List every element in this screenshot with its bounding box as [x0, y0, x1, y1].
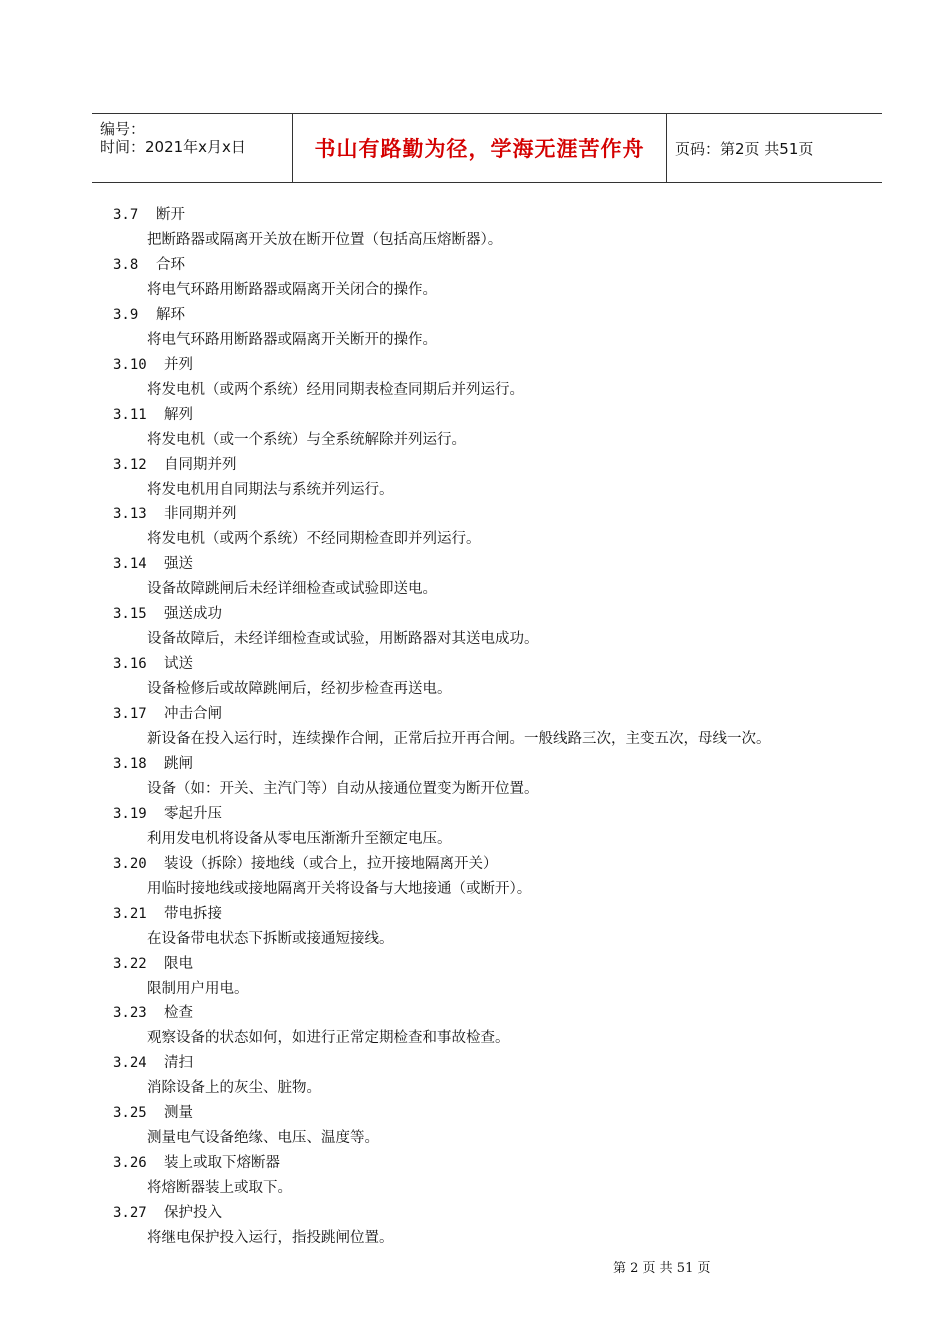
section-description: 测量电气设备绝缘、电压、温度等。 [147, 1130, 379, 1146]
section-description: 把断路器或隔离开关放在断开位置（包括高压熔断器）。 [147, 232, 503, 248]
section-description: 将发电机（或两个系统）经用同期表检查同期后并列运行。 [147, 382, 524, 398]
section-title: 解环 [156, 307, 185, 323]
section-number: 3.23 [113, 1005, 147, 1021]
section-number: 3.21 [113, 906, 147, 922]
section-description: 将电气环路用断路器或隔离开关断开的操作。 [147, 332, 437, 348]
section-description: 设备故障跳闸后未经详细检查或试验即送电。 [147, 581, 437, 597]
section-number: 3.16 [113, 656, 147, 672]
section-description: 新设备在投入运行时，连续操作合闸，正常后拉开再合闸。一般线路三次，主变五次，母线一次。 [147, 731, 771, 747]
section-number: 3.18 [113, 756, 147, 772]
section-description: 将发电机（或一个系统）与全系统解除并列运行。 [147, 432, 466, 448]
document-number-label: 编号： [100, 120, 146, 138]
section-description: 观察设备的状态如何，如进行正常定期检查和事故检查。 [147, 1030, 510, 1046]
section-number: 3.25 [113, 1105, 147, 1121]
header-page-number: 页码：第2页 共51页 [675, 139, 814, 158]
section-description: 将发电机（或两个系统）不经同期检查即并列运行。 [147, 531, 481, 547]
section-number: 3.22 [113, 956, 147, 972]
section-title: 合环 [156, 257, 185, 273]
header-motto-cell [293, 114, 667, 182]
section-description: 将电气环路用断路器或隔离开关闭合的操作。 [147, 282, 437, 298]
section-number: 3.26 [113, 1155, 147, 1171]
section-title: 清扫 [164, 1055, 193, 1071]
document-date: 时间：2021年x月x日 [100, 138, 246, 156]
section-number: 3.19 [113, 806, 147, 822]
section-number: 3.24 [113, 1055, 147, 1071]
section-title: 保护投入 [164, 1205, 222, 1221]
section-title: 装上或取下熔断器 [164, 1155, 280, 1171]
section-number: 3.20 [113, 856, 147, 872]
section-description: 将继电保护投入运行，指投跳闸位置。 [147, 1230, 394, 1246]
section-title: 零起升压 [164, 806, 222, 822]
section-title: 带电拆接 [164, 906, 222, 922]
section-number: 3.12 [113, 457, 147, 473]
section-title: 解列 [164, 407, 193, 423]
section-title: 自同期并列 [164, 457, 237, 473]
section-description: 设备故障后，未经详细检查或试验，用断路器对其送电成功。 [147, 631, 539, 647]
section-title: 非同期并列 [164, 506, 237, 522]
section-description: 限制用户用电。 [147, 981, 249, 997]
section-number: 3.10 [113, 357, 147, 373]
section-description: 用临时接地线或接地隔离开关将设备与大地接通（或断开）。 [147, 881, 532, 897]
section-number: 3.13 [113, 506, 147, 522]
section-description: 将熔断器装上或取下。 [147, 1180, 292, 1196]
section-number: 3.27 [113, 1205, 147, 1221]
section-number: 3.7 [113, 207, 139, 223]
section-title: 断开 [156, 207, 185, 223]
section-description: 设备检修后或故障跳闸后，经初步检查再送电。 [147, 681, 452, 697]
header-page-cell [667, 114, 882, 182]
page-header [92, 113, 882, 183]
section-number: 3.9 [113, 307, 139, 323]
section-title: 跳闸 [164, 756, 193, 772]
section-description: 在设备带电状态下拆断或接通短接线。 [147, 931, 394, 947]
section-number: 3.17 [113, 706, 147, 722]
section-title: 试送 [164, 656, 193, 672]
section-number: 3.11 [113, 407, 147, 423]
section-description: 利用发电机将设备从零电压渐渐升至额定电压。 [147, 831, 452, 847]
section-description: 消除设备上的灰尘、脏物。 [147, 1080, 321, 1096]
section-title: 测量 [164, 1105, 193, 1121]
section-title: 并列 [164, 357, 193, 373]
section-title: 限电 [164, 956, 193, 972]
section-title: 强送 [164, 556, 193, 572]
section-number: 3.14 [113, 556, 147, 572]
section-number: 3.15 [113, 606, 147, 622]
page-footer: 第 2 页 共 51 页 [613, 1261, 711, 1276]
section-description: 设备（如：开关、主汽门等）自动从接通位置变为断开位置。 [147, 781, 539, 797]
header-meta-cell [92, 114, 293, 182]
section-title: 装设（拆除）接地线（或合上，拉开接地隔离开关） [164, 856, 498, 872]
section-number: 3.8 [113, 257, 139, 273]
section-title: 冲击合闸 [164, 706, 222, 722]
section-title: 强送成功 [164, 606, 222, 622]
section-description: 将发电机用自同期法与系统并列运行。 [147, 482, 394, 498]
section-title: 检查 [164, 1005, 193, 1021]
header-motto: 书山有路勤为径，学海无涯苦作舟 [314, 137, 645, 161]
